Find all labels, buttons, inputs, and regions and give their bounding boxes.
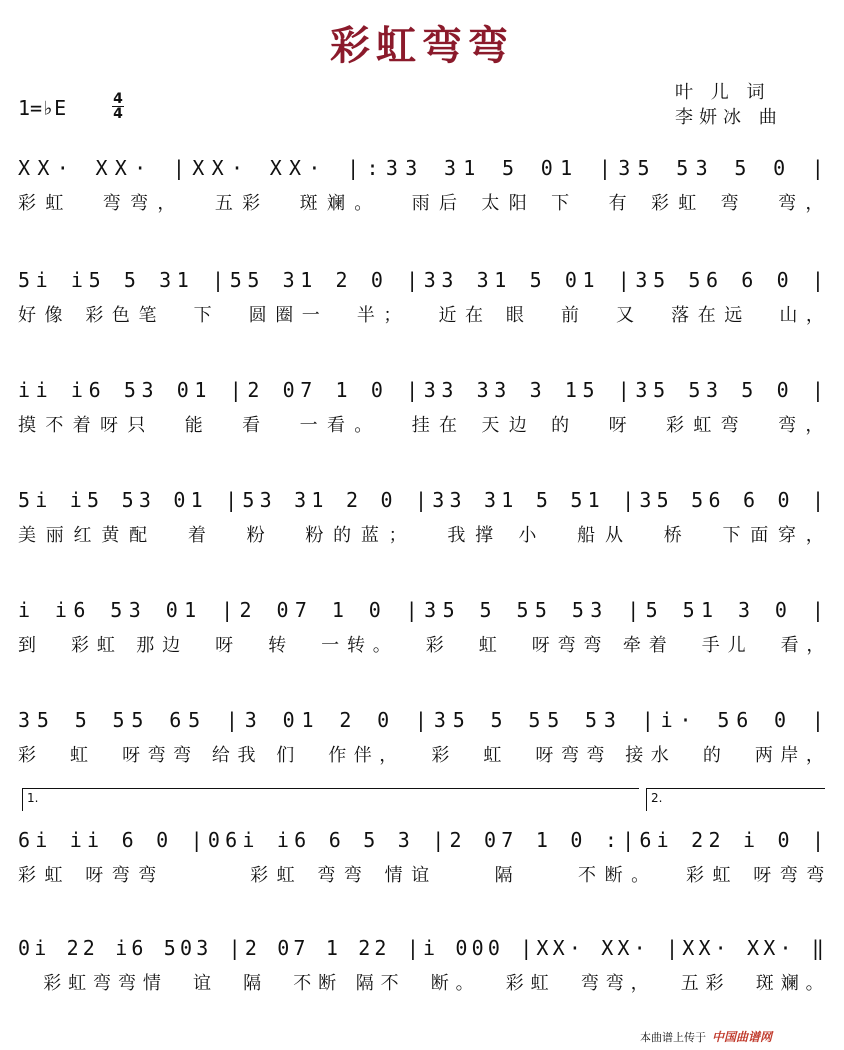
time-signature	[112, 92, 124, 121]
lyrics-line-3: 摸不着呀只 能 看 一看。 挂在 天边 的 呀 彩虹弯 弯，	[18, 415, 833, 436]
time-signature-top: 4	[113, 91, 123, 107]
notes-line-4	[0, 482, 844, 526]
composer: 李妍冰 曲	[675, 107, 783, 128]
lyrics-line-5: 到 彩虹 那边 呀 转 一转。 彩 虹 呀弯弯 牵着 手儿 看，	[18, 635, 833, 656]
page-title: 彩虹弯弯	[330, 23, 514, 69]
notes-text: 5i i5 5 31 |55 31 2 0 |33 31 5 01 |35 56 6 0 |	[18, 268, 830, 292]
score-system-4	[0, 482, 844, 572]
notes-line-6	[0, 702, 844, 746]
volta-bracket-1	[22, 788, 639, 811]
score-system-7	[0, 791, 844, 912]
volta-1-label: 1.	[27, 791, 39, 805]
notes-line-3	[0, 372, 844, 416]
footer-site-logo: 中国曲谱网	[712, 1030, 773, 1044]
notes-text: 5i i5 53 01 |53 31 2 0 |33 31 5 51 |35 56 6 0 |	[18, 488, 830, 512]
score-system-5	[0, 592, 844, 682]
notes-text: ii i6 53 01 |2 07 1 0 |33 33 3 15 |35 53 5 0 |	[18, 378, 830, 402]
volta-bracket-2	[646, 788, 825, 811]
lyrics-line-8: 彩虹弯弯情 谊 隔 不断 隔不 断。 彩虹 弯弯， 五彩 斑斓。	[18, 973, 831, 994]
notes-text: XX· XX· |XX· XX· |:33 31 5 01 |35 53 5 0 |	[18, 156, 832, 180]
score-system-6	[0, 702, 844, 792]
footer	[640, 1028, 772, 1045]
notes-text: i i6 53 01 |2 07 1 0 |35 5 55 53 |5 51 3 0 |	[18, 598, 831, 622]
notes-line-1	[0, 150, 844, 194]
lyrics-line-4: 美丽红黄配 着 粉 粉的蓝； 我撑 小 船从 桥 下面穿，	[18, 525, 834, 546]
lyricist: 叶 儿 词	[675, 82, 771, 103]
notes-line-8	[0, 930, 844, 974]
credits	[675, 80, 783, 130]
score-system-8	[0, 930, 844, 1020]
score-system-1	[0, 150, 844, 240]
footer-note: 本曲谱上传于	[640, 1031, 706, 1044]
notes-line-2	[0, 262, 844, 306]
lyrics-line-1: 彩虹 弯弯， 五彩 斑斓。 雨后 太阳 下 有 彩虹 弯 弯，	[18, 193, 833, 214]
notes-line-5	[0, 592, 844, 636]
lyrics-line-6: 彩 虹 呀弯弯 给我 们 作伴， 彩 虹 呀弯弯 接水 的 两岸，	[18, 745, 832, 766]
notes-text: 0i 22 i6 503 |2 07 1 22 |i 000 |XX· XX· |XX· XX· ‖	[18, 936, 829, 960]
lyrics-line-7: 彩虹 呀弯弯 彩虹 弯弯 情谊 隔 不断。 彩虹 呀弯弯	[18, 865, 833, 886]
key-signature: 1=♭E	[18, 96, 67, 120]
volta-2-label: 2.	[651, 791, 663, 805]
time-signature-bottom: 4	[113, 106, 123, 122]
score-system-2	[0, 262, 844, 352]
score-system-3	[0, 372, 844, 462]
notes-line-7	[0, 822, 844, 866]
lyrics-line-2: 好像 彩色笔 下 圆圈一 半； 近在 眼 前 又 落在远 山，	[18, 305, 833, 326]
notes-text: 35 5 55 65 |3 01 2 0 |35 5 55 53 |i· 56 0 |	[18, 708, 831, 732]
notes-text: 6i ii 6 0 |06i i6 6 5 3 |2 07 1 0 :|6i 22 i 0 |	[18, 828, 830, 852]
